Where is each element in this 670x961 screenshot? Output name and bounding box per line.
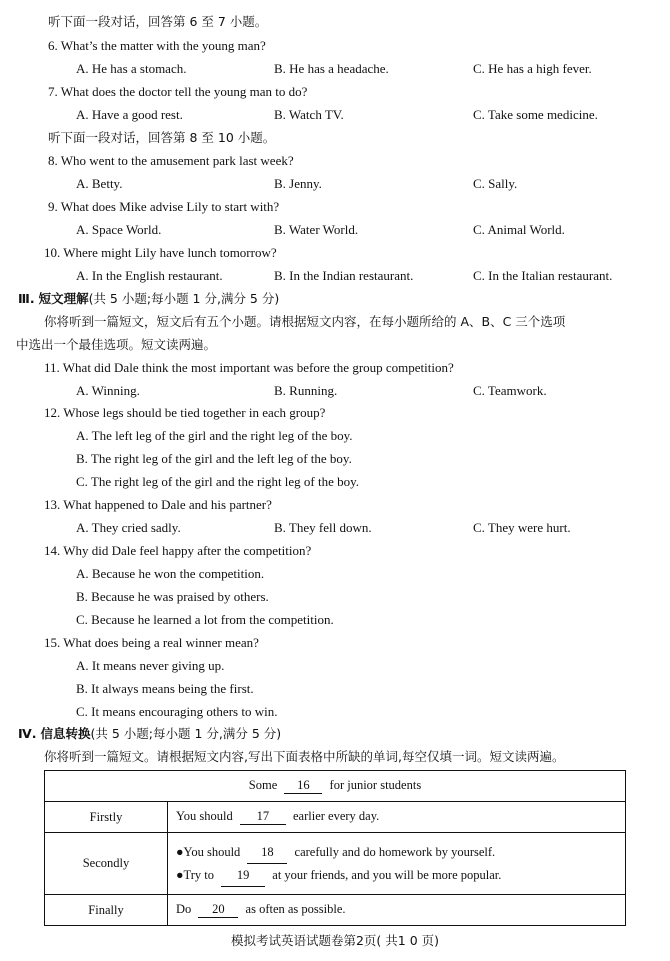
question-11-option-b: B. Running. [274, 383, 338, 398]
question-6-option-c: C. He has a high fever. [473, 61, 592, 76]
question-11-option-c: C. Teamwork. [473, 383, 547, 398]
table-header [45, 771, 626, 802]
question-6-option-a: A. He has a stomach. [76, 61, 187, 76]
part-3-instruction-line-1: 你将听到一篇短文，短文后有五个小题。请根据短文内容，在每小题所给的 A、B、C 三个选项 [44, 314, 566, 329]
page-footer: 模拟考试英语试题卷第2页( 共1 0 页) [230, 933, 440, 948]
question-10-option-a: A. In the English restaurant. [76, 268, 223, 283]
row-2-bullet-1-suffix: carefully and do homework by yourself. [294, 844, 496, 859]
question-14-option-b: B. Because he was praised by others. [76, 589, 269, 604]
question-14-option-c: C. Because he learned a lot from the competition. [76, 612, 334, 627]
question-9-option-c: C. Animal World. [473, 222, 565, 237]
part-4-meta: (共 5 小题;每小题 1 分,满分 5 分) [90, 726, 282, 741]
question-11-option-a: A. Winning. [76, 383, 140, 398]
row-2-bullet-2 [176, 864, 625, 887]
part-3-heading [18, 291, 279, 307]
question-15-option-b: B. It always means being the first. [76, 681, 254, 696]
question-12-option-c: C. The right leg of the girl and the right leg of the boy. [76, 474, 360, 489]
question-13-stem: 13. What happened to Dale and his partner? [44, 497, 272, 512]
question-12-option-b: B. The right leg of the girl and the left leg of the boy. [76, 451, 352, 466]
row-1-suffix: earlier every day. [293, 809, 380, 823]
question-13-option-b: B. They fell down. [274, 520, 372, 535]
question-12-option-a: A. The left leg of the girl and the right leg of the boy. [76, 428, 353, 443]
row-content-secondly [168, 833, 626, 895]
blank-20[interactable]: 20 [198, 902, 238, 918]
question-10-option-c: C. In the Italian restaurant. [473, 268, 613, 283]
row-2-bullet-2-prefix: ●Try to [176, 867, 215, 882]
question-7-option-a: A. Have a good rest. [76, 107, 183, 122]
part-4-instruction: 你将听到一篇短文。请根据短文内容,写出下面表格中所缺的单词,每空仅填一词。短文读两遍。 [44, 749, 565, 764]
question-9-stem: 9. What does Mike advise Lily to start with? [48, 199, 280, 214]
blank-19[interactable]: 19 [221, 864, 265, 887]
row-3-suffix: as often as possible. [245, 902, 346, 916]
row-content-finally [168, 895, 626, 926]
question-9-option-a: A. Space World. [76, 222, 162, 237]
row-1-prefix: You should [176, 809, 233, 823]
information-table [44, 770, 626, 926]
part-4-heading [18, 726, 281, 742]
section-intro-8-10: 听下面一段对话，回答第 8 至 10 小题。 [48, 130, 276, 145]
question-8-stem: 8. Who went to the amusement park last week? [48, 153, 294, 168]
section-intro-6-7: 听下面一段对话，回答第 6 至 7 小题。 [48, 14, 268, 29]
question-7-stem: 7. What does the doctor tell the young man to do? [48, 84, 308, 99]
row-2-bullet-1-prefix: ●You should [176, 844, 241, 859]
part-3-title: 短文理解 [38, 291, 89, 306]
part-4-title: 信息转换 [40, 726, 91, 741]
question-6-stem: 6. What’s the matter with the young man? [48, 38, 266, 53]
question-13-option-a: A. They cried sadly. [76, 520, 181, 535]
row-label-finally: Finally [45, 895, 168, 926]
row-2-bullet-1 [176, 841, 625, 864]
blank-16[interactable]: 16 [284, 778, 322, 794]
question-15-option-a: A. It means never giving up. [76, 658, 225, 673]
question-10-stem: 10. Where might Lily have lunch tomorrow? [44, 245, 277, 260]
row-label-secondly: Secondly [45, 833, 168, 895]
question-13-option-c: C. They were hurt. [473, 520, 571, 535]
question-9-option-b: B. Water World. [274, 222, 359, 237]
question-7-option-c: C. Take some medicine. [473, 107, 598, 122]
question-8-option-b: B. Jenny. [274, 176, 322, 191]
question-12-stem: 12. Whose legs should be tied together in each group? [44, 405, 326, 420]
question-8-option-c: C. Sally. [473, 176, 518, 191]
question-14-option-a: A. Because he won the competition. [76, 566, 265, 581]
part-3-instruction-line-2: 中选出一个最佳选项。短文读两遍。 [16, 337, 217, 352]
blank-18[interactable]: 18 [247, 841, 287, 864]
row-2-bullet-2-suffix: at your friends, and you will be more popular. [272, 867, 502, 882]
question-11-stem: 11. What did Dale think the most important was before the group competition? [44, 360, 454, 375]
question-15-option-c: C. It means encouraging others to win. [76, 704, 278, 719]
question-10-option-b: B. In the Indian restaurant. [274, 268, 414, 283]
part-4-numeral: Ⅳ. [18, 726, 37, 741]
row-label-firstly: Firstly [45, 802, 168, 833]
part-3-meta: (共 5 小题;每小题 1 分,满分 5 分) [88, 291, 280, 306]
table-header-prefix: Some [248, 778, 278, 792]
table-header-suffix: for junior students [329, 778, 422, 792]
question-6-option-b: B. He has a headache. [274, 61, 389, 76]
question-15-stem: 15. What does being a real winner mean? [44, 635, 259, 650]
part-3-numeral: Ⅲ. [18, 291, 35, 306]
question-14-stem: 14. Why did Dale feel happy after the competition? [44, 543, 312, 558]
blank-17[interactable]: 17 [240, 809, 286, 825]
row-content-firstly [168, 802, 626, 833]
row-3-prefix: Do [176, 902, 192, 916]
question-7-option-b: B. Watch TV. [274, 107, 344, 122]
question-8-option-a: A. Betty. [76, 176, 123, 191]
